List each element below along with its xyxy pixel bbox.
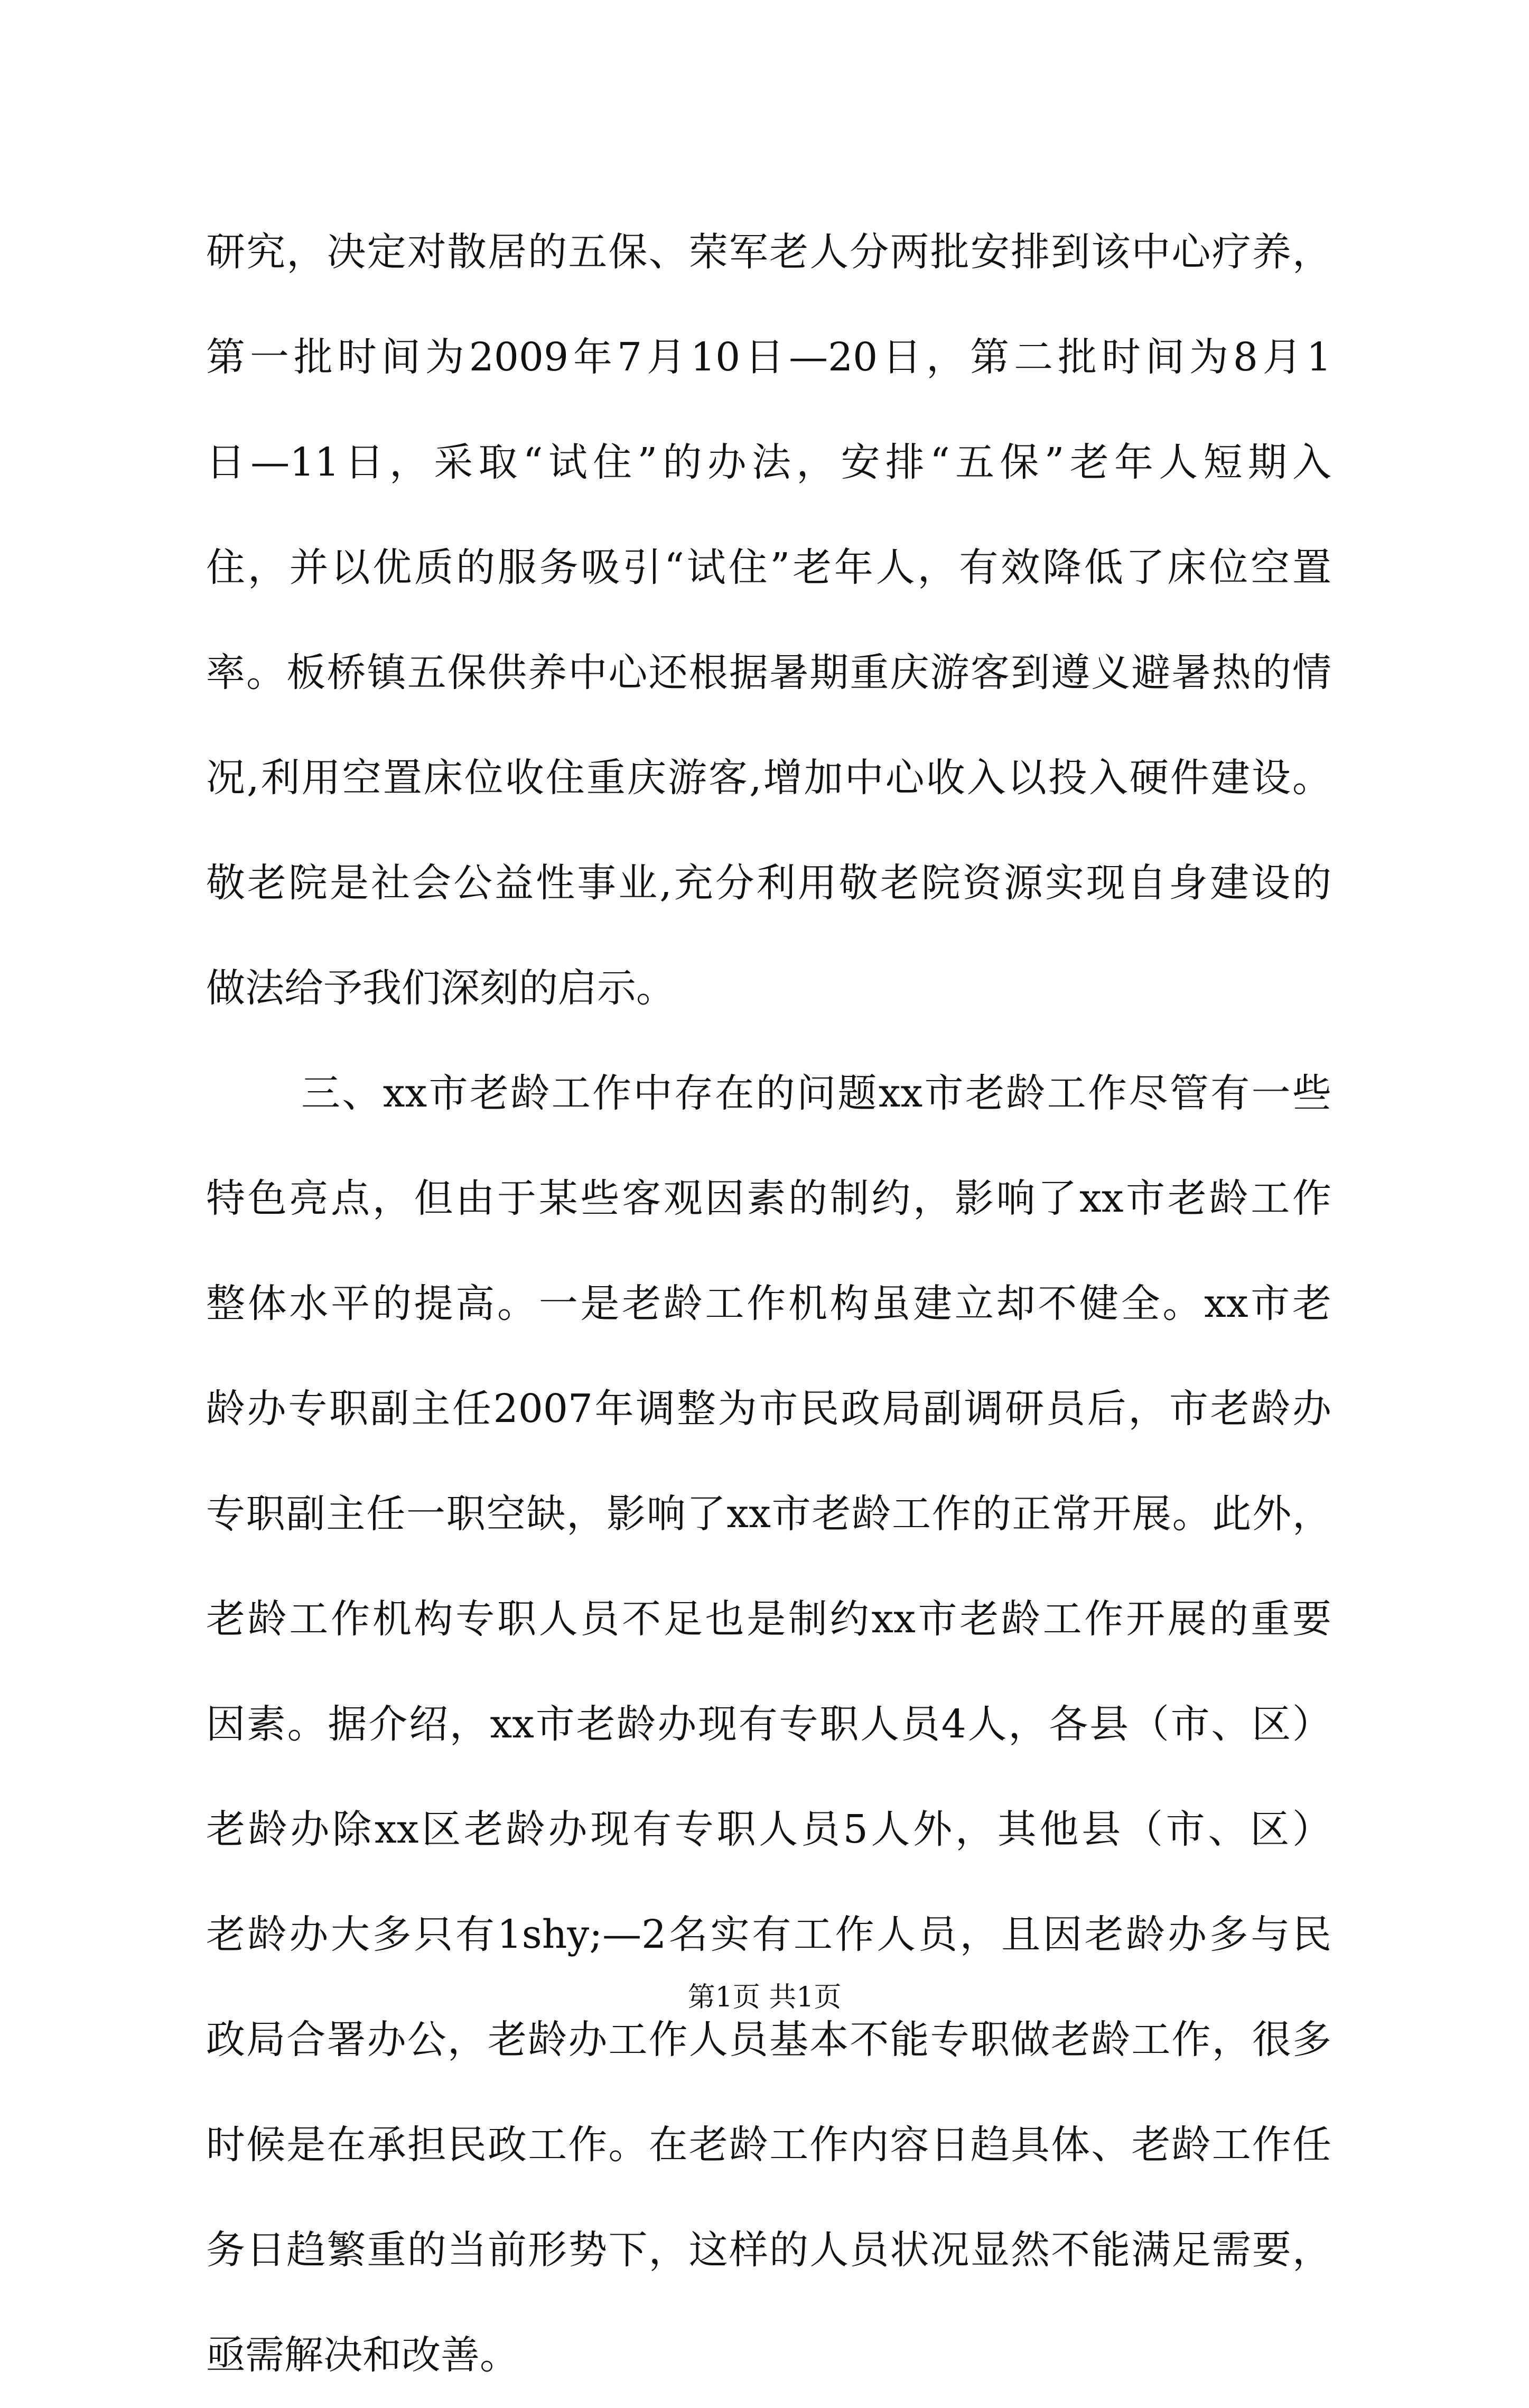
text-line: 敬老院是社会公益性事业,充分利用敬老院资源实现自身建设的: [206, 860, 1331, 906]
text-line: 龄办专职副主任2007年调整为市民政局副调研员后，市老龄办: [206, 1386, 1331, 1431]
text-line: 整体水平的提高。一是老龄工作机构虽建立却不健全。xx市老: [206, 1281, 1331, 1326]
text-line: 做法给予我们深刻的启示。: [206, 965, 675, 1011]
text-line: 况,利用空置床位收住重庆游客,增加中心收入以投入硬件建设。: [206, 755, 1331, 801]
text-line: 研究，决定对散居的五保、荣军老人分两批安排到该中心疗养，: [206, 229, 1331, 275]
text-line: 三、xx市老龄工作中存在的问题xx市老龄工作尽管有一些: [301, 1071, 1331, 1116]
text-line: 日—11日，采取“试住”的办法，安排“五保”老年人短期入: [206, 440, 1331, 485]
text-line: 特色亮点，但由于某些客观因素的制约，影响了xx市老龄工作: [206, 1176, 1331, 1221]
text-line: 时候是在承担民政工作。在老龄工作内容日趋具体、老龄工作任: [206, 2122, 1331, 2168]
document-body: [206, 200, 1331, 2408]
text-line: 第一批时间为2009年7月10日—20日，第二批时间为8月1: [206, 334, 1331, 380]
text-line: 政局合署办公，老龄办工作人员基本不能专职做老龄工作，很多: [206, 2017, 1331, 2062]
text-line: 老龄办大多只有1shy;—2名实有工作人员，且因老龄办多与民: [206, 1912, 1331, 1957]
text-line: 率。板桥镇五保供养中心还根据暑期重庆游客到遵义避暑热的情: [206, 650, 1331, 695]
text-line: 专职副主任一职空缺，影响了xx市老龄工作的正常开展。此外，: [206, 1491, 1331, 1537]
text-line: 亟需解决和改善。: [206, 2332, 519, 2378]
text-line: 老龄办除xx区老龄办现有专职人员5人外，其他县（市、区）: [206, 1807, 1331, 1852]
page-number-label: 第1页 共1页: [687, 1982, 842, 2013]
text-line: 老龄工作机构专职人员不足也是制约xx市老龄工作开展的重要: [206, 1596, 1331, 1642]
paragraph-2: [206, 1041, 1331, 2408]
paragraph-1: [206, 200, 1331, 1041]
page-footer: [0, 1979, 1529, 2016]
text-line: 住，并以优质的服务吸引“试住”老年人，有效降低了床位空置: [206, 545, 1331, 590]
text-line: 务日趋繁重的当前形势下，这样的人员状况显然不能满足需要，: [206, 2227, 1331, 2273]
text-line: 因素。据介绍，xx市老龄办现有专职人员4人，各县（市、区）: [206, 1702, 1331, 1747]
